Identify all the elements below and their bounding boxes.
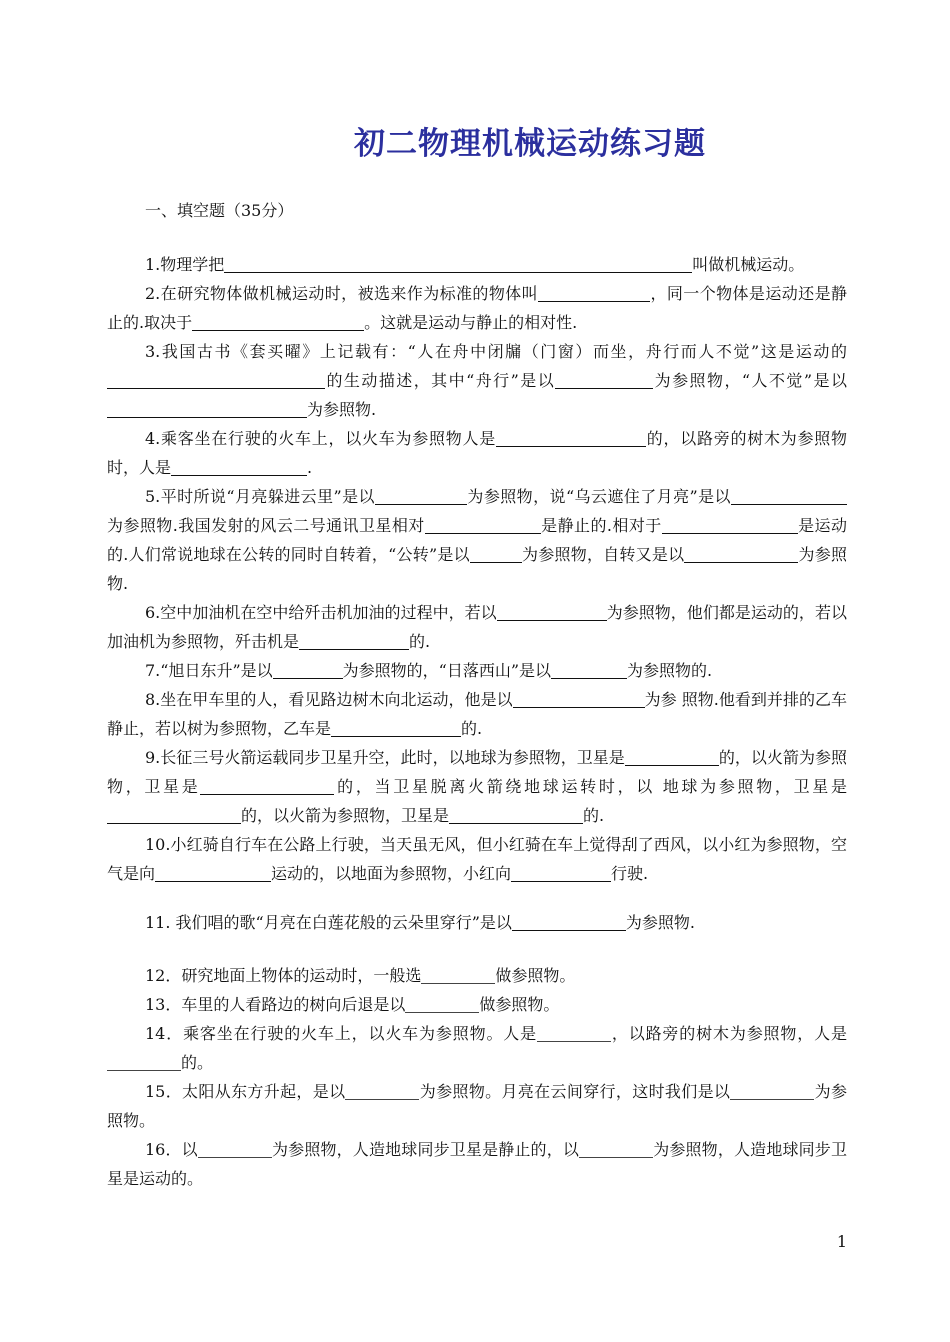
answer-blank[interactable] — [730, 1081, 814, 1100]
page-title: 初二物理机械运动练习题 — [354, 126, 706, 162]
question-11: 11. 我们唱的歌“月亮在白莲花般的云朵里穿行”是以 为参照物. — [145, 913, 695, 932]
answer-blank[interactable] — [345, 1081, 419, 1100]
question-12: 12．研究地面上物体的运动时，一般选 做参照物。 — [145, 966, 576, 985]
question-10: 10.小红骑自行车在公路上行驶，当天虽无风，但小红骑在车上觉得刮了西风，以小红为参照物，空气是向 运动的，以地面为参照物，小红向 行驶. — [107, 835, 847, 883]
question-list — [107, 250, 847, 1193]
answer-blank[interactable] — [425, 515, 541, 534]
answer-blank[interactable] — [470, 544, 522, 563]
answer-blank[interactable] — [192, 312, 364, 331]
question-8: 8.坐在甲车里的人，看见路边树木向北运动，他是以 为参 照物.他看到并排的乙车静止，若以树为参照物，乙车是 的. — [107, 690, 847, 738]
answer-blank[interactable] — [375, 486, 467, 505]
answer-blank[interactable] — [684, 544, 798, 563]
answer-blank[interactable] — [107, 805, 241, 824]
answer-blank[interactable] — [107, 370, 325, 389]
answer-blank[interactable] — [155, 863, 271, 882]
section-heading: 一、填空题（35分） — [145, 201, 294, 220]
answer-blank[interactable] — [731, 486, 847, 505]
question-14: 14．乘客坐在行驶的火车上，以火车为参照物。人是 ，以路旁的树木为参照物，人是的。 — [107, 1019, 847, 1077]
answer-blank[interactable] — [538, 283, 650, 302]
answer-blank[interactable] — [198, 1139, 272, 1158]
question-2: 2.在研究物体做机械运动时，被选来作为标准的物体叫 ，同一个物体是运动还是静止的.取决于 。这就是运动与静止的相对性. — [107, 284, 847, 332]
answer-blank[interactable] — [421, 965, 495, 984]
answer-blank[interactable] — [662, 515, 798, 534]
answer-blank[interactable] — [496, 428, 646, 447]
answer-blank[interactable] — [625, 747, 719, 766]
answer-blank[interactable] — [511, 863, 611, 882]
answer-blank[interactable] — [273, 660, 343, 679]
answer-blank[interactable] — [107, 1052, 181, 1071]
answer-blank[interactable] — [555, 370, 653, 389]
answer-blank[interactable] — [579, 1139, 653, 1158]
answer-blank[interactable] — [537, 1023, 611, 1042]
answer-blank[interactable] — [405, 994, 479, 1013]
answer-blank[interactable] — [497, 602, 607, 621]
question-7: 7.“旭日东升”是以 为参照物的，“日落西山”是以 为参照物的. — [145, 661, 713, 680]
answer-blank[interactable] — [331, 718, 461, 737]
question-3: 3.我国古书《套买曜》上记载有：“人在舟中闭牖（门窗）而坐，舟行而人不觉”这是运动的的生动描述，其中“舟行”是以 为参照物，“人不觉”是以为参照物. — [107, 337, 847, 424]
answer-blank[interactable] — [513, 689, 645, 708]
answer-blank[interactable] — [551, 660, 627, 679]
answer-blank[interactable] — [224, 254, 692, 273]
question-9: 9.长征三号火箭运载同步卫星升空，此时，以地球为参照物，卫星是 的，以火箭为参照物，卫星是 的，当卫星脱离火箭绕地球运转时，以 地球为参照物，卫星是的，以火箭为参照物，卫星是 的. — [107, 748, 847, 825]
answer-blank[interactable] — [107, 399, 307, 418]
question-6: 6.空中加油机在空中给歼击机加油的过程中，若以 为参照物，他们都是运动的，若以加油机为参照物，歼击机是 的. — [107, 603, 847, 651]
answer-blank[interactable] — [200, 776, 334, 795]
question-5: 5.平时所说“月亮躲进云里”是以 为参照物，说“乌云遮住了月亮”是以为参照物.我国发射的风云二号通讯卫星相对 是静止的.相对于 是运动的.人们常说地球在公转的同时自转着，“公转”是以 为参照物，自转又是以 为参照物. — [107, 487, 847, 593]
question-13: 13．车里的人看路边的树向后退是以 做参照物。 — [145, 995, 560, 1014]
answer-blank[interactable] — [171, 457, 307, 476]
answer-blank[interactable] — [512, 912, 626, 931]
question-15: 15．太阳从东方升起，是以 为参照物。月亮在云间穿行，这时我们是以 为参照物。 — [107, 1082, 847, 1130]
question-4: 4.乘客坐在行驶的火车上，以火车为参照物人是 的，以路旁的树木为参照物时，人是 . — [107, 429, 847, 477]
question-16: 16．以 为参照物，人造地球同步卫星是静止的，以 为参照物，人造地球同步卫星是运动的。 — [107, 1140, 847, 1188]
question-1: 1.物理学把 叫做机械运动。 — [145, 255, 805, 274]
answer-blank[interactable] — [299, 631, 409, 650]
page-number: 1 — [836, 1232, 847, 1251]
answer-blank[interactable] — [449, 805, 583, 824]
